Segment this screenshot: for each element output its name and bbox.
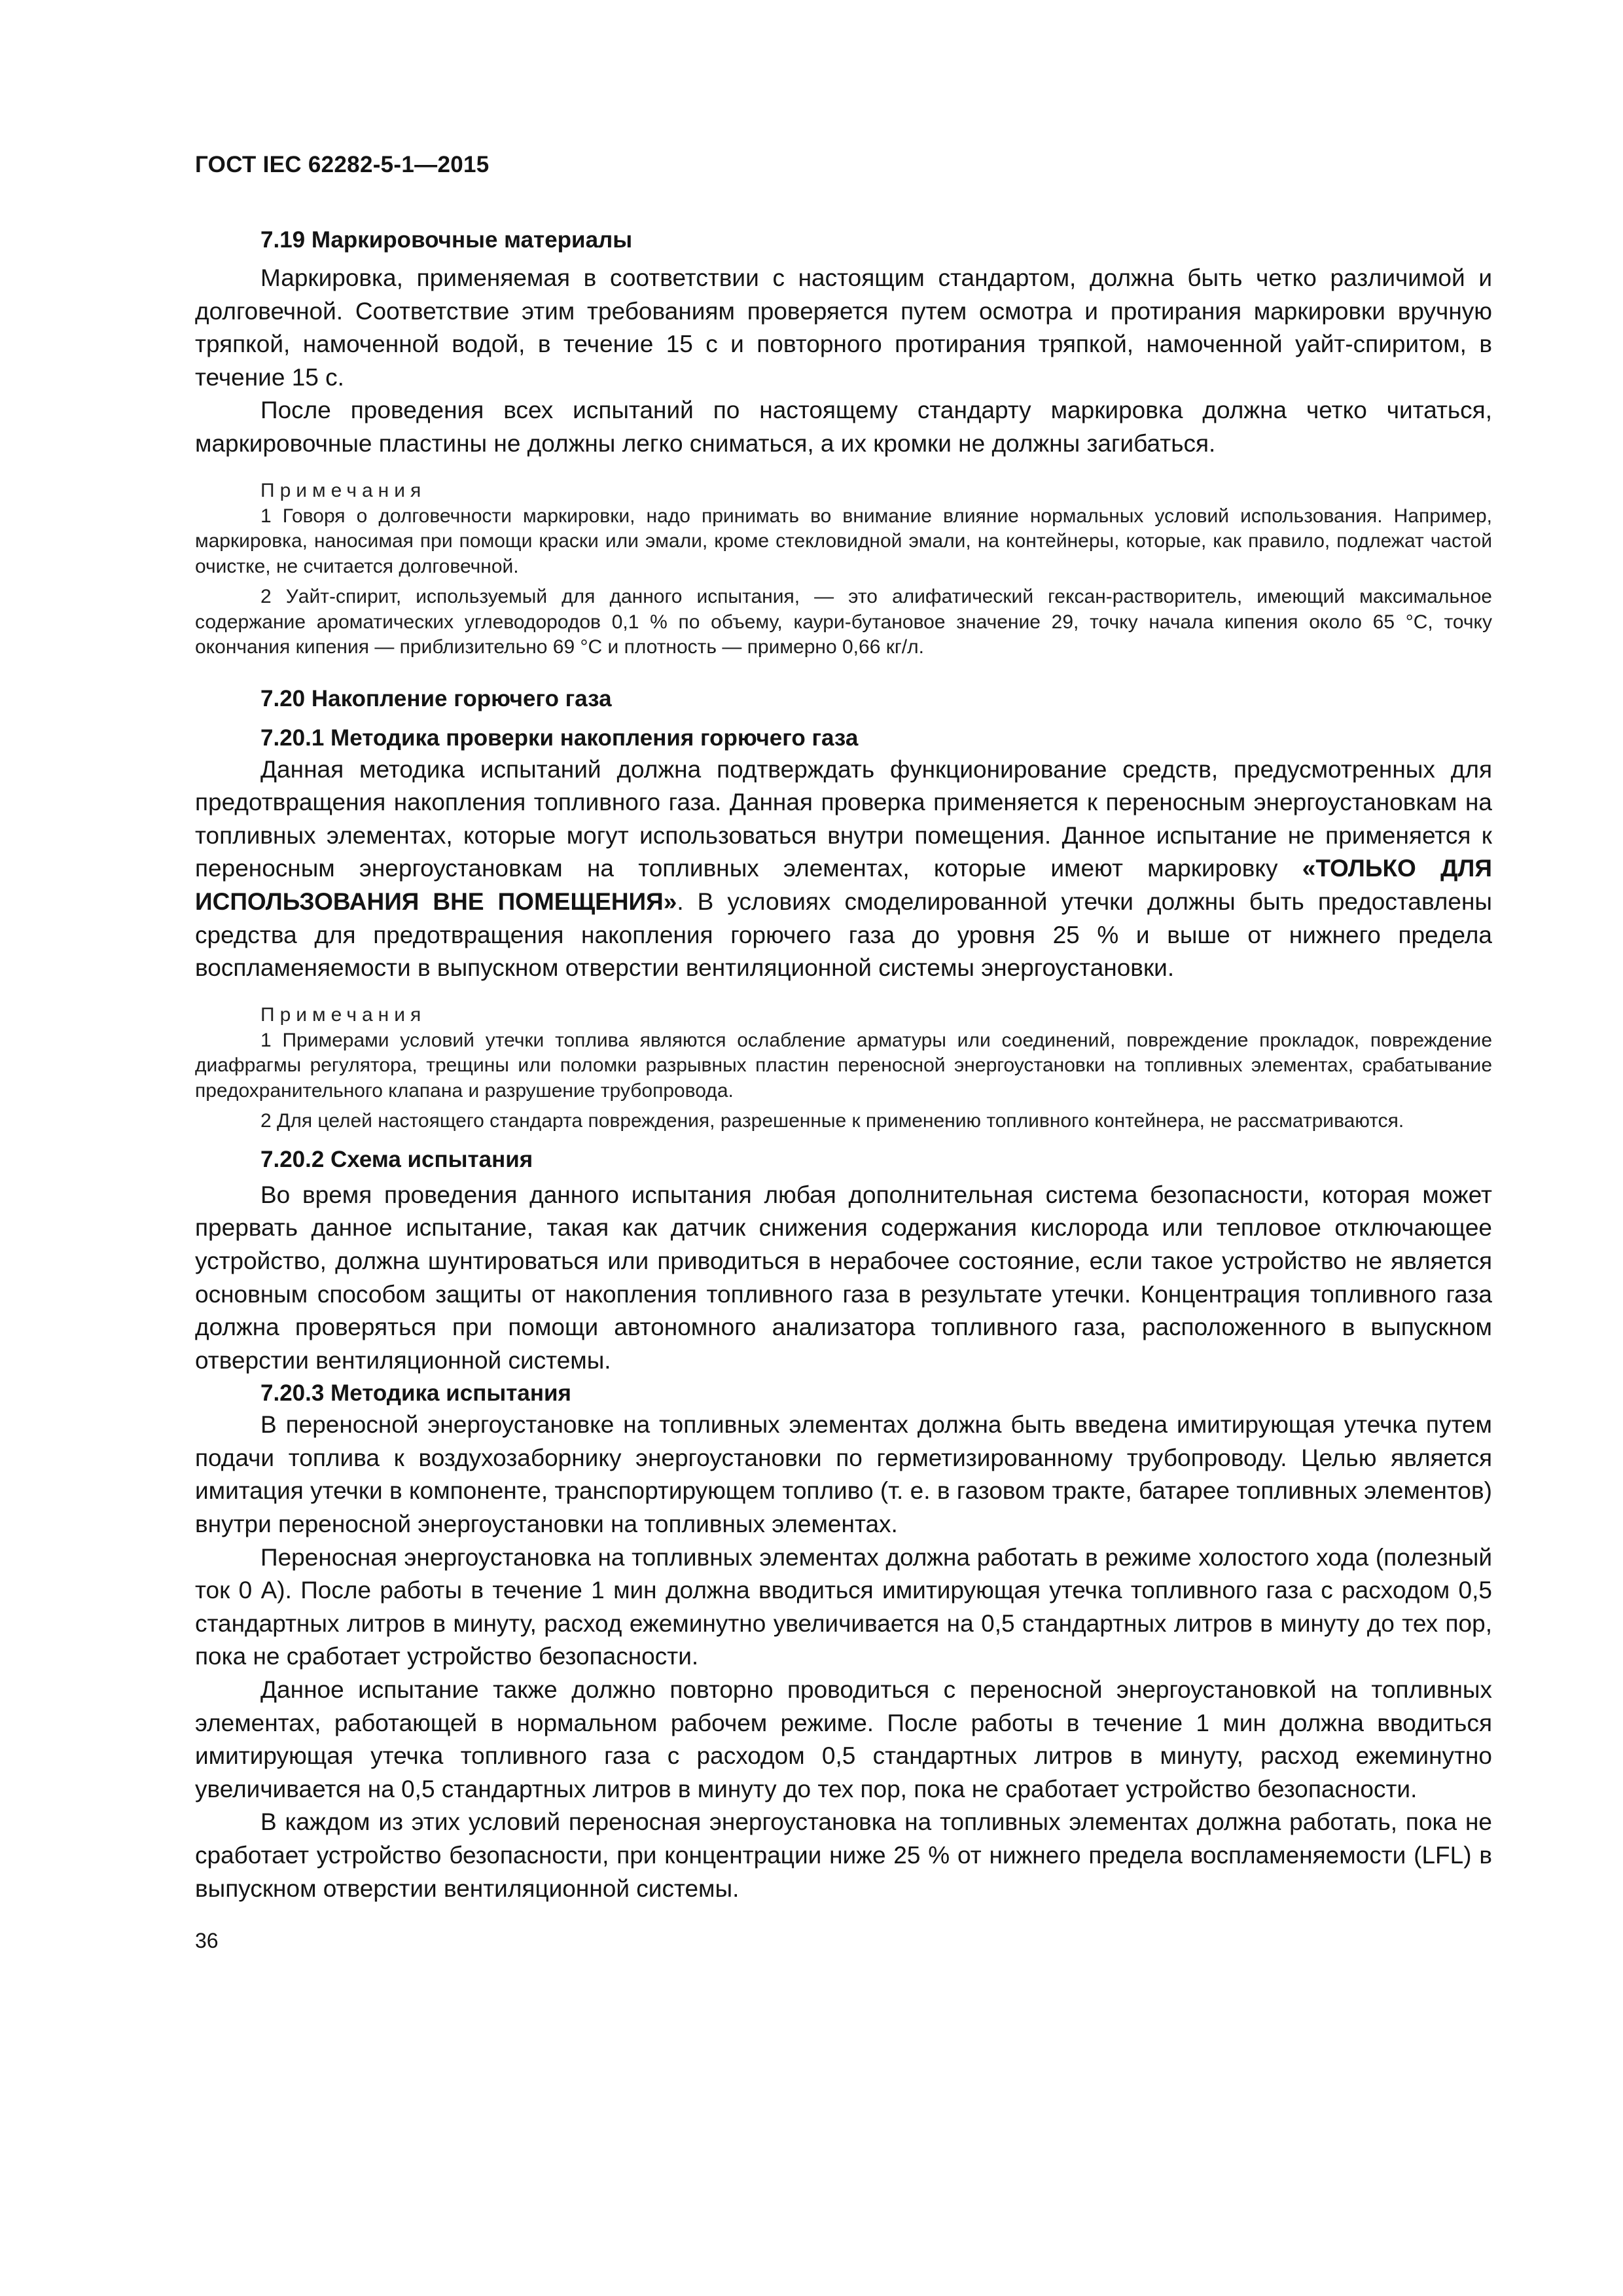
section-7-20-1-paragraph-1 bbox=[195, 753, 1492, 985]
section-7-19-heading: 7.19 Маркировочные материалы bbox=[260, 227, 633, 253]
section-7-20-1-heading: 7.20.1 Методика проверки накопления горючего газа bbox=[260, 725, 859, 751]
section-7-19-paragraph-1: Маркировка, применяемая в соответствии с настоящим стандартом, должна быть четко различимой и долговечной. Соответствие этим требованиям проверяется путем осмотра и протирания маркировки вручную тряпкой, намоченной водой, в течение 15 с и повторного протирания тряпкой, намоченной уайт-спиритом, в течение 15 с. bbox=[195, 264, 1492, 391]
document-id-header: ГОСТ IEC 62282-5-1—2015 bbox=[195, 152, 490, 177]
section-7-20-3-paragraph-2: Переносная энергоустановка на топливных элементах должна работать в режиме холостого хода (полезный ток 0 А). После работы в течение 1 мин должна вводиться имитирующая утечка топливного газа с расходом 0,5 стандартных литров в минуту, расход ежеминутно увеличивается на 0,5 стандартных литров в минуту до тех пор, пока не сработает устройство безопасности. bbox=[195, 1543, 1492, 1670]
paragraph-text-part-2: . В условиях смоделированной утечки должны быть предоставлены средства для предотвращения накопления горючего газа до уровня 25 % и выше от нижнего предела воспламеняемости в выпускном отверстии вентиляционной системы энергоустановки. bbox=[195, 888, 1492, 982]
section-7-20-3-heading: 7.20.3 Методика испытания bbox=[260, 1380, 571, 1407]
section-7-20-3-paragraph-1: В переносной энергоустановке на топливных элементах должна быть введена имитирующая утечка путем подачи топлива к воздухозаборнику энергоустановки по герметизированному трубопроводу. Целью является имитация утечки в компоненте, транспортирующем топливо (т. е. в газовом тракте, батарее топливных элементов) внутри переносной энергоустановки на топливных элементах. bbox=[195, 1411, 1492, 1538]
section-7-19-note-1: 1 Говоря о долговечности маркировки, надо принимать во внимание влияние нормальных условий использования. Например, маркировка, наносимая при помощи краски или эмали, кроме стекловидной эмали, на контейнеры, которые, как правило, подлежат частой очистке, не считается долговечной. bbox=[195, 505, 1492, 577]
section-7-20-2-paragraph-1: Во время проведения данного испытания любая дополнительная система безопасности, которая может прервать данное испытание, такая как датчик снижения содержания кислорода или тепловое отключающее устройство, должна шунтироваться или приводиться в нерабочее состояние, если такое устройство не является основным способом защиты от накопления топливного газа в результате утечки. Концентрация топливного газа должна проверяться при помощи автономного анализатора топливного газа, расположенного в выпускном отверстии вентиляционной системы. bbox=[195, 1181, 1492, 1374]
section-7-20-1-notes-title: Примечания bbox=[260, 1003, 427, 1026]
section-7-19-note-2: 2 Уайт-спирит, используемый для данного испытания, — это алифатический гексан-растворитель, имеющий максимальное содержание ароматических углеводородов 0,1 % по объему, каури-бутановое значение 29, точку начала кипения около 65 °C, точку окончания кипения — приблизительно 69 °C и плотность — примерно 0,66 кг/л. bbox=[195, 586, 1492, 658]
section-7-19-notes-title: Примечания bbox=[260, 479, 427, 501]
section-7-19-paragraph-2: После проведения всех испытаний по настоящему стандарту маркировка должна четко читаться, маркировочные пластины не должны легко сниматься, а их кромки не должны загибаться. bbox=[195, 397, 1492, 457]
paragraph-text-part-1: Данная методика испытаний должна подтверждать функционирование средств, предусмотренных для предотвращения накопления топливного газа. Данная проверка применяется к переносным энергоустановкам на топливных элементах, которые могут использоваться внутри помещения. Данное испытание не применяется к переносным энергоустановкам на топливных элементах, которые имеют маркировку bbox=[195, 755, 1492, 882]
page-content bbox=[195, 151, 1492, 1954]
section-7-20-3-paragraph-3: Данное испытание также должно повторно проводиться с переносной энергоустановкой на топливных элементах, работающей в нормальном рабочем режиме. После работы в течение 1 мин должна вводиться имитирующая утечка топливного газа с расходом 0,5 стандартных литров в минуту, расход ежеминутно увеличивается на 0,5 стандартных литров в минуту до тех пор, пока не сработает устройство безопасности. bbox=[195, 1676, 1492, 1803]
section-7-20-heading: 7.20 Накопление горючего газа bbox=[260, 685, 612, 711]
outdoor-use-only-marking: «ТОЛЬКО ДЛЯ ИСПОЛЬЗОВАНИЯ ВНЕ ПОМЕЩЕНИЯ» bbox=[195, 855, 1492, 915]
section-7-20-3-paragraph-4: В каждом из этих условий переносная энергоустановка на топливных элементах должна работать, пока не сработает устройство безопасности, при концентрации ниже 25 % от нижнего предела воспламеняемости (LFL) в выпускном отверстии вентиляционной системы. bbox=[195, 1808, 1492, 1902]
section-7-20-1-note-1: 1 Примерами условий утечки топлива являются ослабление арматуры или соединений, повреждение прокладок, повреждение диафрагмы регулятора, трещины или поломки разрывных пластин переносной энергоустановки на топливных элементах, срабатывание предохранительного клапана и разрушение трубопровода. bbox=[195, 1029, 1492, 1102]
section-7-20-2-heading: 7.20.2 Схема испытания bbox=[260, 1146, 533, 1172]
page-number: 36 bbox=[195, 1929, 219, 1953]
section-7-20-1-note-2: 2 Для целей настоящего стандарта повреждения, разрешенные к применению топливного контейнера, не рассматриваются. bbox=[260, 1110, 1404, 1132]
